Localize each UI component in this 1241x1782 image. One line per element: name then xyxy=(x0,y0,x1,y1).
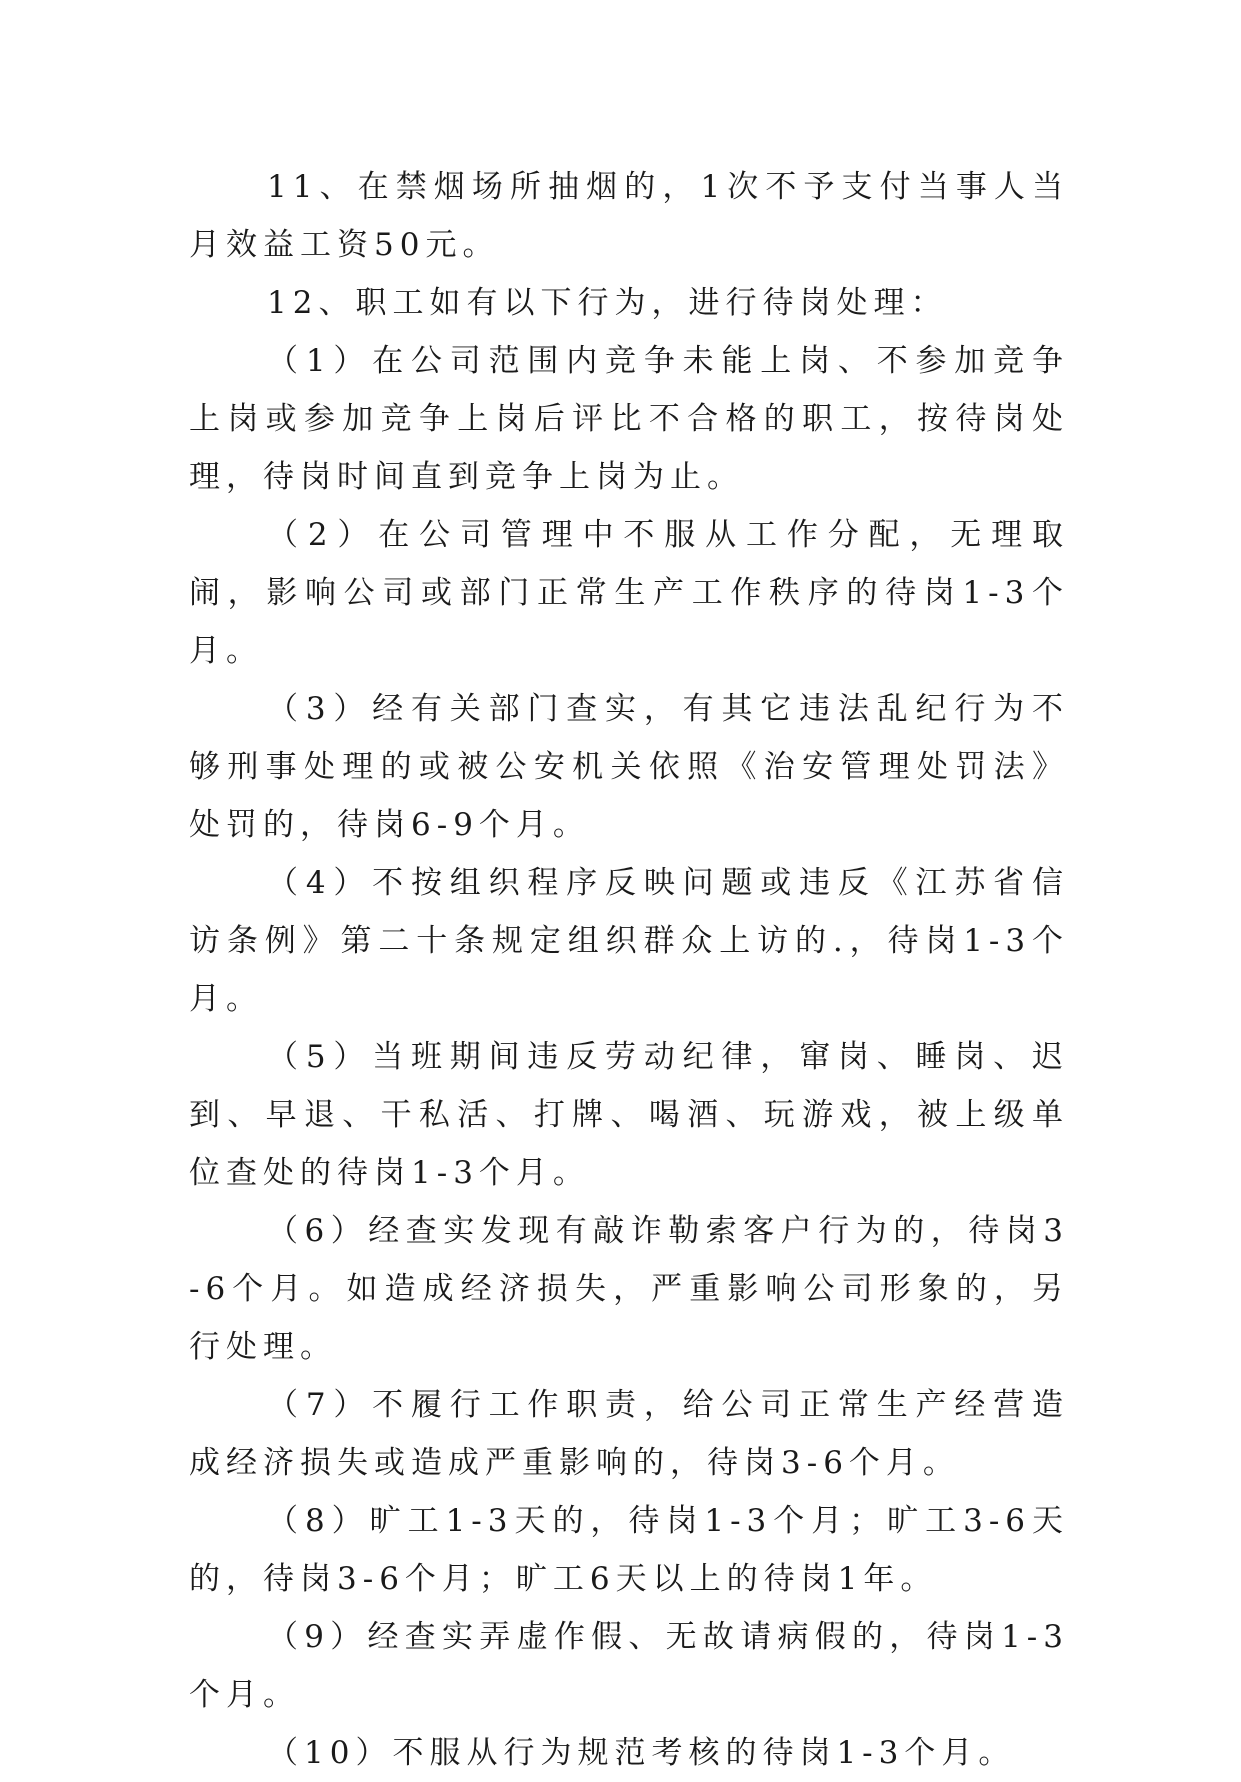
paragraph-subitem-2: （2）在公司管理中不服从工作分配，无理取闹，影响公司或部门正常生产工作秩序的待岗1-3个月。 xyxy=(189,517,1069,669)
paragraph-item-12: 12、职工如有以下行为，进行待岗处理： xyxy=(267,285,948,321)
paragraph-subitem-4: （4）不按组织程序反映问题或违反《江苏省信访条例》第二十条规定组织群众上访的.，待岗1-3个月。 xyxy=(189,865,1069,1017)
paragraph-item-11: 11、在禁烟场所抽烟的，1次不予支付当事人当月效益工资50元。 xyxy=(189,169,1069,263)
document-body xyxy=(189,158,1069,1782)
paragraph-subitem-10: （10）不服从行为规范考核的待岗1-3个月。 xyxy=(267,1735,1016,1771)
paragraph-subitem-7: （7）不履行工作职责，给公司正常生产经营造成经济损失或造成严重影响的，待岗3-6个月。 xyxy=(189,1387,1069,1481)
paragraph-subitem-3: （3）经有关部门查实，有其它违法乱纪行为不够刑事处理的或被公安机关依照《治安管理处罚法》处罚的，待岗6-9个月。 xyxy=(189,691,1069,843)
paragraph-subitem-6: （6）经查实发现有敲诈勒索客户行为的，待岗3-6个月。如造成经济损失，严重影响公司形象的，另行处理。 xyxy=(189,1213,1069,1365)
paragraph-subitem-5: （5）当班期间违反劳动纪律，窜岗、睡岗、迟到、早退、干私活、打牌、喝酒、玩游戏，被上级单位查处的待岗1-3个月。 xyxy=(189,1039,1069,1191)
paragraph-subitem-8: （8）旷工1-3天的，待岗1-3个月；旷工3-6天的，待岗3-6个月；旷工6天以上的待岗1年。 xyxy=(189,1503,1069,1597)
paragraph-subitem-1: （1）在公司范围内竞争未能上岗、不参加竞争上岗或参加竞争上岗后评比不合格的职工，按待岗处理，待岗时间直到竞争上岗为止。 xyxy=(189,343,1069,495)
paragraph-subitem-9: （9）经查实弄虚作假、无故请病假的，待岗1-3个月。 xyxy=(189,1619,1069,1713)
